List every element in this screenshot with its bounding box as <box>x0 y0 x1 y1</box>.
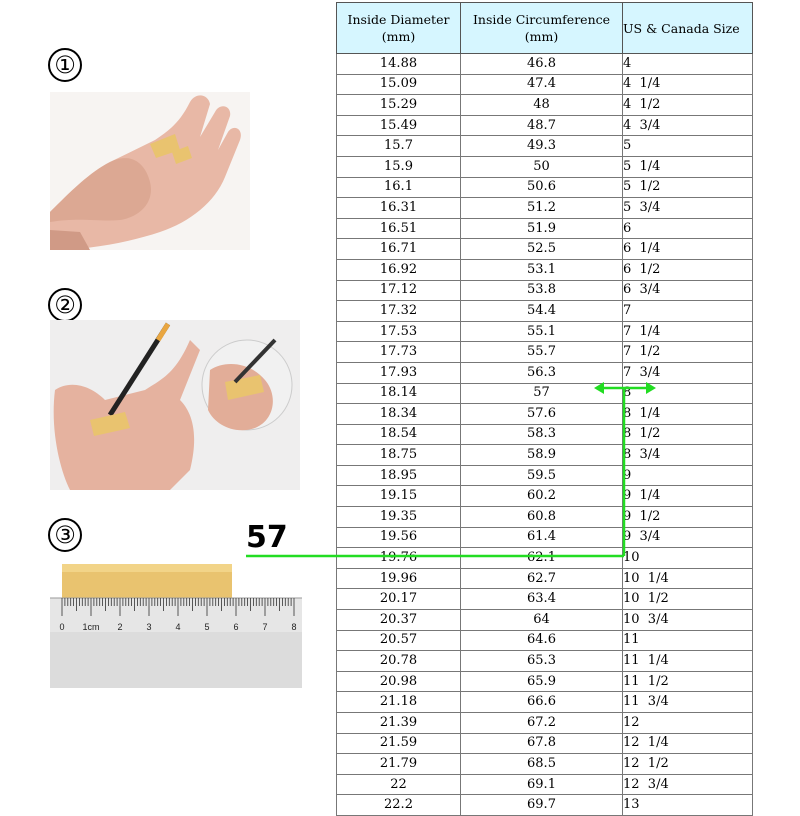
table-row <box>337 671 753 692</box>
inside-diameter-cell: 15.7 <box>337 136 461 157</box>
inside-diameter-cell: 19.96 <box>337 568 461 589</box>
us-canada-size-cell: 12 <box>623 713 753 734</box>
table-row <box>337 259 753 280</box>
us-canada-size-cell: 12 1/2 <box>623 754 753 775</box>
us-canada-size-cell: 4 3/4 <box>623 115 753 136</box>
inside-diameter-cell: 14.88 <box>337 54 461 75</box>
us-canada-size-cell: 8 1/2 <box>623 424 753 445</box>
inside-circumference-cell: 62.1 <box>461 548 623 569</box>
step-1-number: ① <box>48 48 82 82</box>
us-canada-size-cell: 5 3/4 <box>623 198 753 219</box>
table-row <box>337 548 753 569</box>
table-row <box>337 610 753 631</box>
table-row <box>337 568 753 589</box>
inside-circumference-cell: 65.3 <box>461 651 623 672</box>
table-row <box>337 465 753 486</box>
table-row <box>337 239 753 260</box>
table-row <box>337 795 753 816</box>
ruler-label: 4 <box>175 622 181 632</box>
ruler-label: 0 <box>59 622 65 632</box>
table-row <box>337 589 753 610</box>
table-row <box>337 177 753 198</box>
us-canada-size-cell: 11 1/2 <box>623 671 753 692</box>
us-canada-size-cell: 11 <box>623 630 753 651</box>
us-canada-size-cell: 4 1/2 <box>623 95 753 116</box>
inside-circumference-cell: 62.7 <box>461 568 623 589</box>
hand-wrap-photo <box>50 92 250 250</box>
table-row <box>337 733 753 754</box>
inside-circumference-cell: 55.1 <box>461 321 623 342</box>
inside-diameter-cell: 21.79 <box>337 754 461 775</box>
table-row <box>337 507 753 528</box>
inside-circumference-cell: 67.2 <box>461 713 623 734</box>
inside-diameter-cell: 15.9 <box>337 156 461 177</box>
us-canada-size-cell: 7 1/2 <box>623 342 753 363</box>
table-row <box>337 713 753 734</box>
inside-circumference-cell: 59.5 <box>461 465 623 486</box>
table-header-row <box>337 3 753 54</box>
us-canada-size-cell: 12 1/4 <box>623 733 753 754</box>
inside-circumference-cell: 69.7 <box>461 795 623 816</box>
table-row <box>337 342 753 363</box>
inside-circumference-cell: 53.8 <box>461 280 623 301</box>
inside-circumference-cell: 58.3 <box>461 424 623 445</box>
step-3-number: ③ <box>48 518 82 552</box>
us-canada-size-cell: 10 <box>623 548 753 569</box>
table-row <box>337 404 753 425</box>
inside-diameter-cell: 15.49 <box>337 115 461 136</box>
inside-diameter-cell: 20.37 <box>337 610 461 631</box>
table-row <box>337 321 753 342</box>
header-inside-circumference <box>461 3 623 54</box>
inside-diameter-cell: 16.31 <box>337 198 461 219</box>
table-row <box>337 301 753 322</box>
table-row <box>337 754 753 775</box>
us-canada-size-cell: 4 <box>623 54 753 75</box>
inside-diameter-cell: 19.15 <box>337 486 461 507</box>
us-canada-size-cell: 8 <box>623 383 753 404</box>
inside-circumference-cell: 52.5 <box>461 239 623 260</box>
inside-diameter-cell: 16.92 <box>337 259 461 280</box>
table-row <box>337 54 753 75</box>
ruler-label: 3 <box>146 622 152 632</box>
header-inside-diameter <box>337 3 461 54</box>
pen-marking-photo <box>50 320 300 490</box>
us-canada-size-cell: 8 1/4 <box>623 404 753 425</box>
inside-circumference-cell: 67.8 <box>461 733 623 754</box>
table-row <box>337 136 753 157</box>
inside-diameter-cell: 18.75 <box>337 445 461 466</box>
table-row <box>337 774 753 795</box>
inside-diameter-cell: 15.09 <box>337 74 461 95</box>
us-canada-size-cell: 9 <box>623 465 753 486</box>
table-row <box>337 218 753 239</box>
inside-diameter-cell: 21.59 <box>337 733 461 754</box>
inside-circumference-cell: 50.6 <box>461 177 623 198</box>
table-row <box>337 424 753 445</box>
inside-diameter-cell: 16.71 <box>337 239 461 260</box>
table-row <box>337 95 753 116</box>
inside-diameter-cell: 17.12 <box>337 280 461 301</box>
header-label: US & Canada Size <box>623 20 740 36</box>
inside-circumference-cell: 66.6 <box>461 692 623 713</box>
inside-diameter-cell: 18.54 <box>337 424 461 445</box>
inside-circumference-cell: 68.5 <box>461 754 623 775</box>
inside-diameter-cell: 19.76 <box>337 548 461 569</box>
inside-diameter-cell: 20.57 <box>337 630 461 651</box>
inside-diameter-cell: 16.51 <box>337 218 461 239</box>
inside-circumference-cell: 69.1 <box>461 774 623 795</box>
header-us-canada-size <box>623 3 753 54</box>
inside-circumference-cell: 46.8 <box>461 54 623 75</box>
inside-circumference-cell: 47.4 <box>461 74 623 95</box>
us-canada-size-cell: 7 1/4 <box>623 321 753 342</box>
table-row <box>337 198 753 219</box>
inside-diameter-cell: 22 <box>337 774 461 795</box>
inside-diameter-cell: 20.17 <box>337 589 461 610</box>
inside-diameter-cell: 19.56 <box>337 527 461 548</box>
table-row <box>337 527 753 548</box>
inside-circumference-cell: 57 <box>461 383 623 404</box>
inside-diameter-cell: 21.39 <box>337 713 461 734</box>
us-canada-size-cell: 10 1/2 <box>623 589 753 610</box>
inside-circumference-cell: 65.9 <box>461 671 623 692</box>
table-row <box>337 445 753 466</box>
inside-diameter-cell: 20.98 <box>337 671 461 692</box>
ruler-label: 6 <box>233 622 239 632</box>
us-canada-size-cell: 10 3/4 <box>623 610 753 631</box>
inside-circumference-cell: 61.4 <box>461 527 623 548</box>
us-canada-size-cell: 11 1/4 <box>623 651 753 672</box>
inside-circumference-cell: 64.6 <box>461 630 623 651</box>
us-canada-size-cell: 12 3/4 <box>623 774 753 795</box>
inside-circumference-cell: 53.1 <box>461 259 623 280</box>
table-body <box>337 54 753 816</box>
inside-diameter-cell: 15.29 <box>337 95 461 116</box>
inside-diameter-cell: 17.73 <box>337 342 461 363</box>
table-row <box>337 156 753 177</box>
inside-circumference-cell: 54.4 <box>461 301 623 322</box>
inside-circumference-cell: 50 <box>461 156 623 177</box>
inside-diameter-cell: 21.18 <box>337 692 461 713</box>
table-row <box>337 383 753 404</box>
table-row <box>337 651 753 672</box>
header-label: Inside Diameter (mm) <box>347 12 450 44</box>
measured-value: 57 <box>246 520 288 555</box>
inside-diameter-cell: 20.78 <box>337 651 461 672</box>
table-row <box>337 74 753 95</box>
us-canada-size-cell: 10 1/4 <box>623 568 753 589</box>
inside-circumference-cell: 48 <box>461 95 623 116</box>
us-canada-size-cell: 11 3/4 <box>623 692 753 713</box>
us-canada-size-cell: 6 1/2 <box>623 259 753 280</box>
inside-circumference-cell: 56.3 <box>461 362 623 383</box>
us-canada-size-cell: 9 3/4 <box>623 527 753 548</box>
ruler-label: 1cm <box>82 622 100 632</box>
inside-diameter-cell: 18.34 <box>337 404 461 425</box>
inside-diameter-cell: 19.35 <box>337 507 461 528</box>
ring-size-table <box>336 2 753 816</box>
us-canada-size-cell: 5 1/2 <box>623 177 753 198</box>
inside-diameter-cell: 22.2 <box>337 795 461 816</box>
inside-circumference-cell: 48.7 <box>461 115 623 136</box>
us-canada-size-cell: 5 <box>623 136 753 157</box>
us-canada-size-cell: 5 1/4 <box>623 156 753 177</box>
step-2-number: ② <box>48 288 82 322</box>
inside-diameter-cell: 16.1 <box>337 177 461 198</box>
header-label: Inside Circumference (mm) <box>472 12 611 44</box>
inside-diameter-cell: 17.53 <box>337 321 461 342</box>
inside-circumference-cell: 60.8 <box>461 507 623 528</box>
inside-circumference-cell: 58.9 <box>461 445 623 466</box>
ruler-label: 5 <box>204 622 210 632</box>
table-row <box>337 362 753 383</box>
inside-circumference-cell: 63.4 <box>461 589 623 610</box>
table-row <box>337 486 753 507</box>
us-canada-size-cell: 8 3/4 <box>623 445 753 466</box>
inside-diameter-cell: 17.93 <box>337 362 461 383</box>
inside-diameter-cell: 17.32 <box>337 301 461 322</box>
inside-circumference-cell: 51.9 <box>461 218 623 239</box>
us-canada-size-cell: 7 <box>623 301 753 322</box>
us-canada-size-cell: 9 1/2 <box>623 507 753 528</box>
table-row <box>337 630 753 651</box>
us-canada-size-cell: 7 3/4 <box>623 362 753 383</box>
ruler-label: 2 <box>117 622 123 632</box>
us-canada-size-cell: 13 <box>623 795 753 816</box>
inside-circumference-cell: 51.2 <box>461 198 623 219</box>
inside-circumference-cell: 60.2 <box>461 486 623 507</box>
inside-circumference-cell: 64 <box>461 610 623 631</box>
inside-circumference-cell: 49.3 <box>461 136 623 157</box>
us-canada-size-cell: 4 1/4 <box>623 74 753 95</box>
inside-circumference-cell: 57.6 <box>461 404 623 425</box>
ruler-measure-photo <box>50 560 302 688</box>
inside-circumference-cell: 55.7 <box>461 342 623 363</box>
inside-diameter-cell: 18.95 <box>337 465 461 486</box>
table-row <box>337 115 753 136</box>
us-canada-size-cell: 6 <box>623 218 753 239</box>
us-canada-size-cell: 6 3/4 <box>623 280 753 301</box>
inside-diameter-cell: 18.14 <box>337 383 461 404</box>
ruler-label: 7 <box>262 622 268 632</box>
table-row <box>337 692 753 713</box>
us-canada-size-cell: 9 1/4 <box>623 486 753 507</box>
us-canada-size-cell: 6 1/4 <box>623 239 753 260</box>
ruler-label: 8 <box>291 622 297 632</box>
table-row <box>337 280 753 301</box>
